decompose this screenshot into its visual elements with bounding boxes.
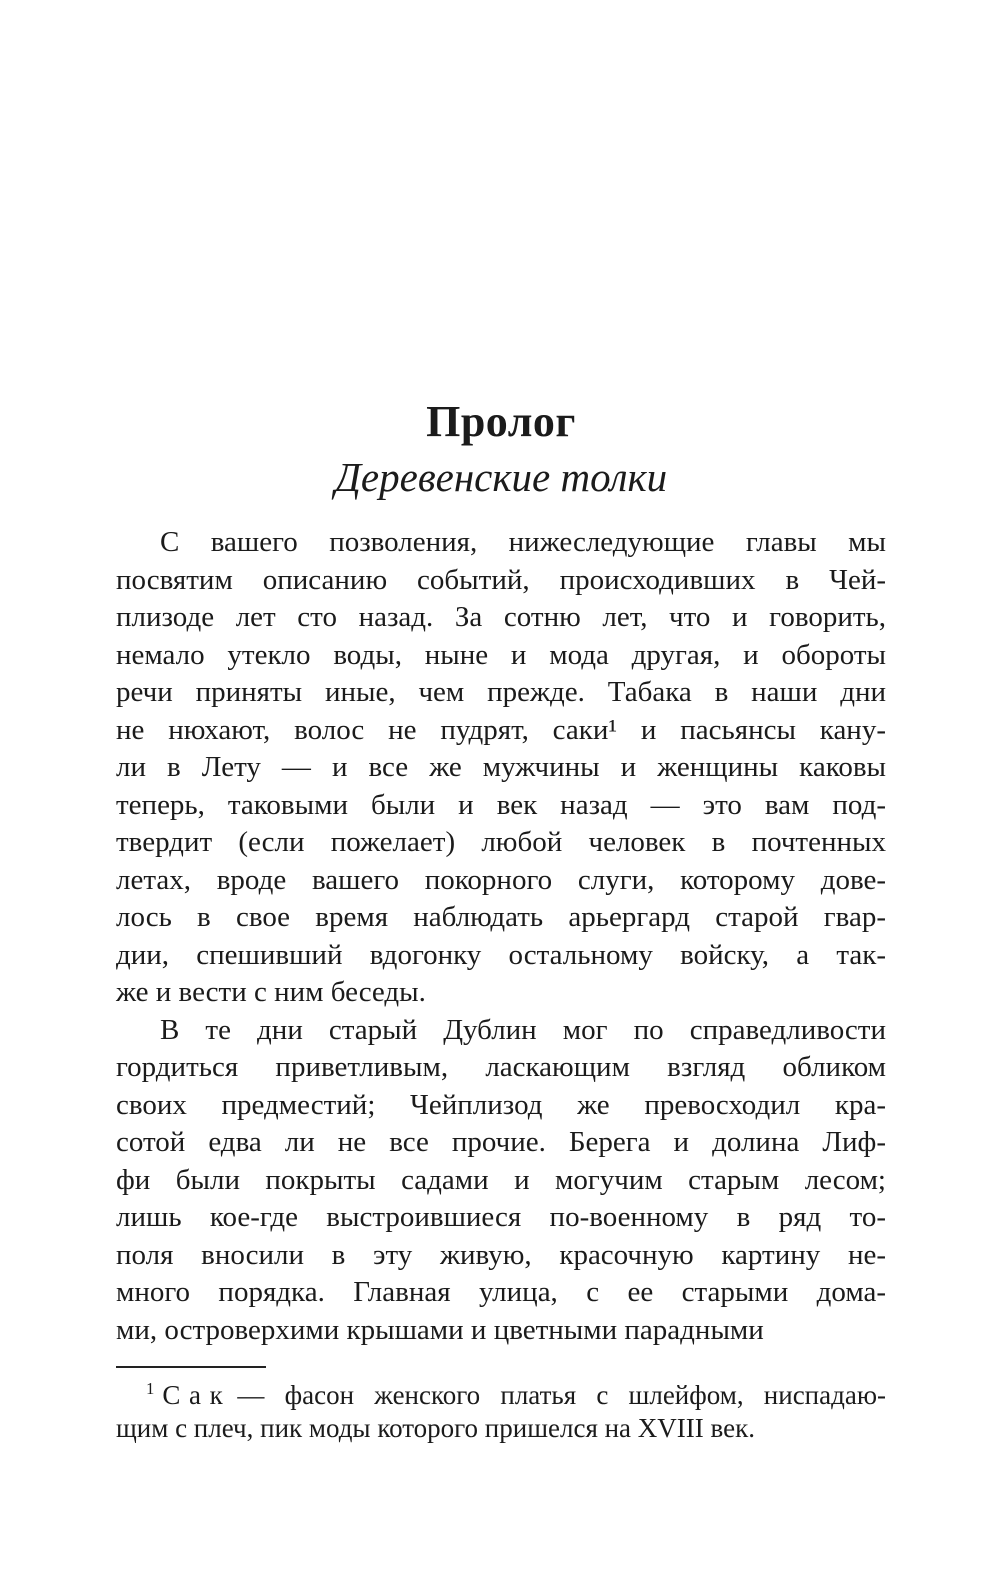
- footnote-marker: 1: [146, 1379, 155, 1398]
- text-line: поля вносили в эту живую, красочную картину не-: [116, 1238, 886, 1271]
- paragraphs: [116, 524, 886, 1349]
- text-line: своих предместий; Чейплизод же превосходил кра-: [116, 1088, 886, 1121]
- text-line: лишь кое-где выстроившиеся по-военному в ряд то-: [116, 1201, 886, 1233]
- page-content: [116, 397, 886, 1445]
- text-line: гордиться приветливым, ласкающим взгляд обликом: [116, 1051, 886, 1083]
- text-line: же и вести с ним беседы.: [116, 976, 426, 1008]
- chapter-title: Пролог: [426, 397, 576, 446]
- footnote-text: — фасон женского платья с шлейфом, ниспадаю-: [237, 1380, 886, 1410]
- text-line: лось в свое время наблюдать арьергард старой гвар-: [116, 901, 886, 933]
- paragraph: [116, 1012, 886, 1350]
- text-line: дии, спешивший вдогонку остальному войску, а так-: [116, 938, 886, 971]
- text-line: много порядка. Главная улица, с ее старыми дома-: [116, 1276, 886, 1308]
- paragraph: [116, 524, 886, 1012]
- text-line: фи были покрыты садами и могучим старым лесом;: [116, 1163, 886, 1196]
- text-line: ли в Лету — и все же мужчины и женщины каковы: [116, 751, 886, 783]
- footnote-rule: [116, 1366, 266, 1368]
- footnote: [116, 1379, 886, 1445]
- text-line: немало утекло воды, ныне и мода другая, и обороты: [116, 638, 886, 671]
- text-line: твердит (если пожелает) любой человек в почтенных: [116, 826, 886, 858]
- text-line: речи приняты иные, чем прежде. Табака в наши дни: [116, 676, 886, 708]
- text-line: теперь, таковыми были и век назад — это вам под-: [116, 788, 886, 821]
- text-line: посвятим описанию событий, происходивших в Чей-: [116, 563, 886, 596]
- text-line: ми, островерхими крышами и цветными парадными: [116, 1313, 764, 1346]
- footnote-line: щим с плеч, пик моды которого пришелся на XVIII век.: [116, 1413, 755, 1443]
- chapter-subtitle: Деревенские толки: [334, 454, 668, 500]
- text-line: сотой едва ли не все прочие. Берега и долина Лиф-: [116, 1126, 886, 1158]
- footnote-line: [116, 1379, 886, 1412]
- text-line: С вашего позволения, нижеследующие главы мы: [160, 526, 886, 558]
- text-line: плизоде лет сто назад. За сотню лет, что и говорить,: [116, 601, 886, 633]
- text-line: В те дни старый Дублин мог по справедливости: [160, 1013, 886, 1046]
- footnote-term: Сак: [162, 1380, 232, 1410]
- text-line: летах, вроде вашего покорного слуги, которому дове-: [116, 863, 886, 896]
- text-line: не нюхают, волос не пудрят, саки¹ и пасьянсы кану-: [116, 713, 886, 746]
